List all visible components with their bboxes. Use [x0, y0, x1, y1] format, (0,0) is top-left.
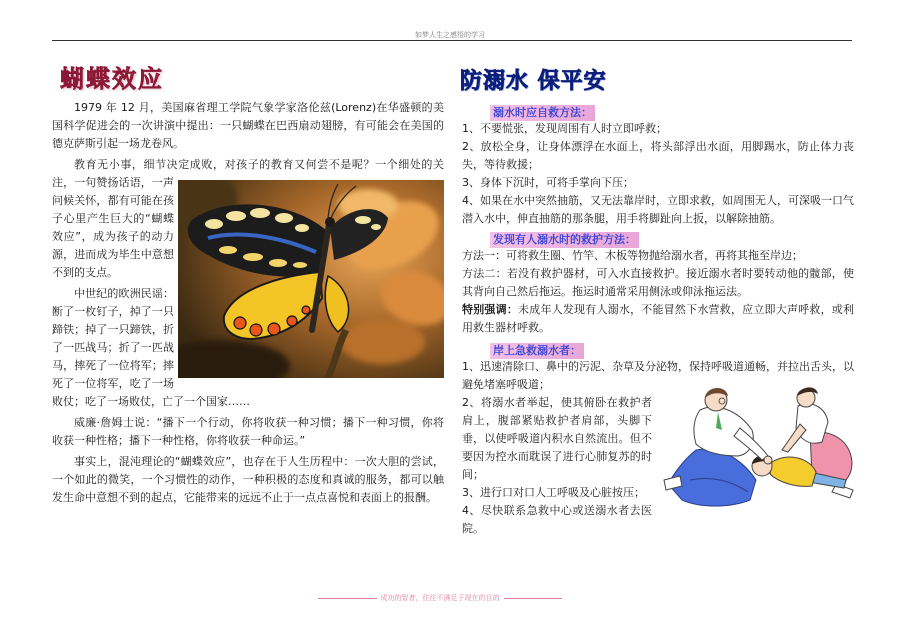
- section-heading-wrap: [458, 342, 854, 358]
- list-item-text: 1、迅速清除口、鼻中的污泥、杂草及分泌物，保持呼吸道通畅，并拉出舌头，以避免堵塞呼吸道；: [462, 360, 854, 391]
- self-rescue-heading: 溺水时应自救方法：: [490, 105, 595, 121]
- first-aid-heading: 岸上急救溺水者：: [490, 343, 584, 359]
- footer-text: 成功的智者，往往不满足于现在的目的: [380, 594, 500, 602]
- paragraph-william-james: 威廉·詹姆士说：“播下一个行动，你将收获一种习惯；播下一种习惯，你将收获一种性格；播下一种性格，你将收获一种命运。”: [52, 416, 444, 447]
- paragraph-folk-rhyme: 中世纪的欧洲民谣：断了一枚钉子，掉了一只蹄铁；掉了一只蹄铁，折了一匹战马；折了一匹战马，摔死了一位将军；摔死了一位将军，吃了一场败仗；吃了一场败仗，亡了一个国家……: [52, 287, 250, 408]
- list-item: 3、进行口对口人工呼吸及心脏按压；: [462, 486, 645, 499]
- list-item: 2、将溺水者举起，使其俯卧在救护者肩上，腹部紧贴救护者肩部，头脚下垂，以使呼吸道内积水自然流出。但不要因为控水而耽误了进行心肺复苏的时间；: [462, 396, 652, 481]
- list-item: 4、尽快联系急救中心或送溺水者去医院。: [462, 504, 652, 535]
- header-divider: [52, 40, 852, 41]
- paragraph-education: [52, 156, 444, 282]
- section-heading-wrap: [458, 231, 854, 247]
- list-item: 方法二：若没有救护器材，可入水直接救护。接近溺水者时要转动他的髋部，使其背向自己然后拖运。拖运时通常采用侧泳或仰泳拖运法。: [462, 267, 854, 298]
- emphasis-text: 未成年人发现有人溺水，不能冒然下水营救，应立即大声呼救，或利用救生器材呼救。: [462, 303, 854, 334]
- butterfly-photo: [178, 180, 444, 378]
- butterfly-effect-title: 蝴蝶效应: [60, 64, 164, 93]
- list-item: 方法一：可将救生圈、竹竿、木板等物抛给溺水者，再将其拖至岸边；: [462, 249, 803, 262]
- drowning-safety-title: 防溺水 保平安: [460, 69, 607, 94]
- paragraph-lorenz: 1979 年 12 月，美国麻省理工学院气象学家洛伦兹(Lorenz)在华盛顿的美国科学促进会的一次讲演中提出：一只蝴蝶在巴西扇动翅膀，有可能会在美国的德克萨斯引起一场龙卷风。: [52, 101, 444, 150]
- page-footer: [318, 593, 562, 603]
- list-item: 3、身体下沉时，可将手掌向下压；: [462, 176, 634, 189]
- paragraph-education-text: 教育无小事，细节决定成败，对孩子的教育又何尝不是呢？一个细处的关注，一句赞扬话语，一声问候关怀，都有可能在孩子心里产生巨大的“蝴蝶效应”，成为孩子的动力源，进而成为毕生中意想不到的支点。: [52, 158, 444, 279]
- list-item: 1、不要慌张，发现周围有人时立即呼救；: [462, 122, 667, 135]
- list-item: 4、如果在水中突然抽筋，又无法靠岸时，立即求救，如周围无人，可深吸一口气潜入水中，伸直抽筋的那条腿，用手将脚趾向上扳，以解除抽筋。: [462, 194, 854, 225]
- list-item: 2、放松全身，让身体漂浮在水面上，将头部浮出水面，用脚踢水，防止体力丧失，等待救援；: [462, 140, 854, 171]
- emphasis-item: [458, 301, 854, 337]
- drowning-safety-column: [458, 66, 854, 538]
- footer-rule-left: [318, 598, 377, 599]
- butterfly-effect-column: [52, 62, 444, 507]
- rescue-others-heading: 发现有人溺水时的救护方法：: [490, 232, 639, 248]
- section-heading-wrap: [458, 104, 854, 120]
- footer-rule-right: [504, 598, 563, 599]
- page-header-text: 如梦人生之感悟的学习: [415, 31, 485, 39]
- cpr-illustration: [660, 380, 854, 522]
- emphasis-label: 特别强调：: [462, 303, 519, 316]
- list-item: [458, 358, 854, 394]
- paragraph-chaos-theory: 事实上，混沌理论的“蝴蝶效应”，也存在于人生历程中：一次大胆的尝试，一个如此的微笑，一个习惯性的动作，一种积极的态度和真诚的服务，都可以触发生命中意想不到的起点，它能带来的远远不止于一点点喜悦和表面上的报酬。: [52, 455, 444, 504]
